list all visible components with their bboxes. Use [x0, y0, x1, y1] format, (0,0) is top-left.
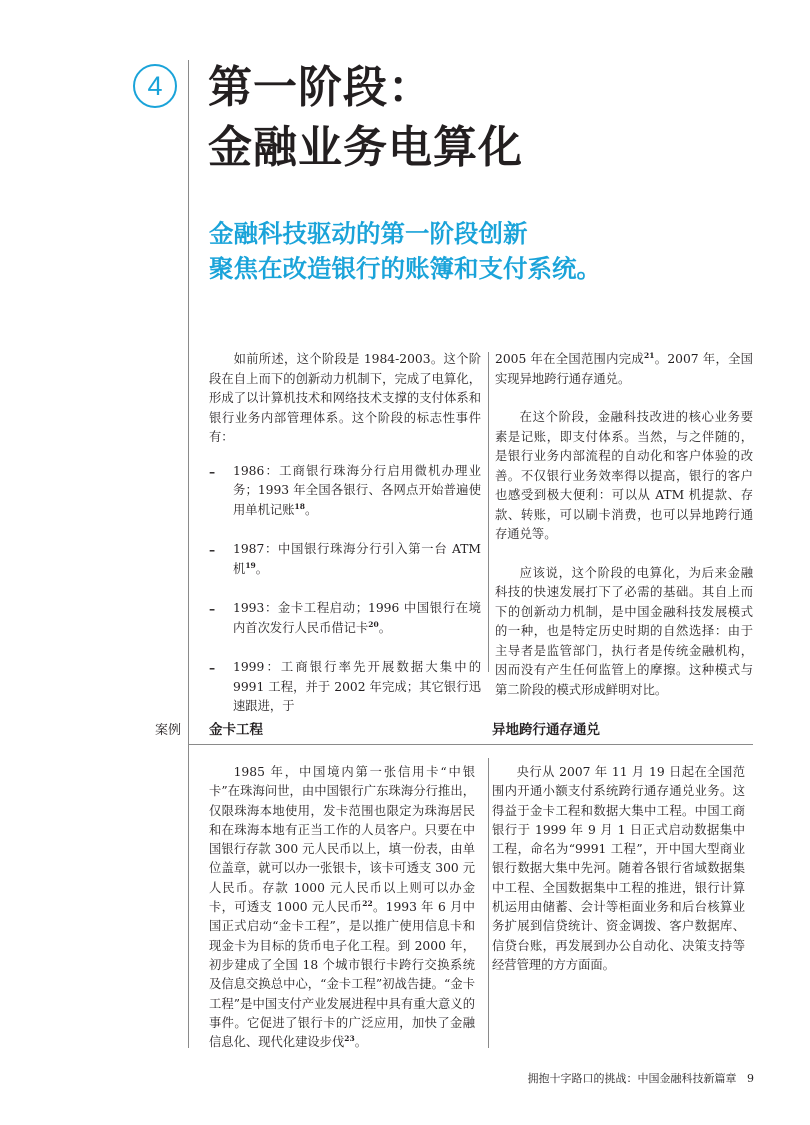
event-text: 1986：工商银行珠海分行启用微机办理业务；1993 年全国各银行、各网点开始普遍使用单机记账 [233, 463, 481, 517]
vertical-rule [188, 60, 189, 1048]
case-title-golden-card: 金卡工程 [209, 722, 263, 738]
subtitle-line-1: 金融科技驱动的第一阶段创新 [209, 219, 528, 248]
bullet-dash: – [209, 601, 216, 616]
page-number: 9 [747, 1072, 754, 1085]
event-list [209, 462, 481, 717]
footnote-ref: 22 [362, 898, 373, 908]
chapter-number: 4 [147, 70, 163, 101]
bullet-dash: – [209, 463, 216, 479]
case-text-part: 。1993 年 6 月中国正式启动“金卡工程”，是以推广使用信息卡和现金卡为目标的货币电子化工程。到 2000 年，初步建成了全国 18 个城市银行卡跨行交换系统及信息交换总中心，“金卡工程”初战告捷。“金卡工程”是中国支付产业发展进程中具有重大意义的事件。它促进了银行卡的广泛应用，加快了金融信息化、现代化建设步伐 [209, 900, 475, 1050]
right-column [495, 350, 753, 700]
case-text-part: 。 [354, 1035, 368, 1050]
page-subtitle [209, 216, 601, 286]
body-paragraph-3: 应该说，这个阶段的电算化，为后来金融科技的快速发展打下了必需的基础。其自上而下的创新动力机制，是中国金融科技发展模式的一种，也是特定历史时期的自然选择：由于主导者是监管部门，执行者是传统金融机构，因而没有产生任何监管上的摩擦。这种模式与第二阶段的模式形成鲜明对比。 [495, 565, 753, 697]
column-divider-upper [488, 352, 489, 672]
case-golden-card-text [209, 763, 475, 1052]
event-end: 。 [304, 502, 318, 517]
chapter-number-badge [133, 64, 177, 108]
intro-paragraph: 如前所述，这个阶段是 1984-2003。这个阶段在自上而下的创新动力机制下，完成了电算化，形成了以计算机技术和网络技术支撑的支付体系和银行业务内部管理体系。这个阶段的标志性事件有： [209, 352, 481, 444]
continued-paragraph [495, 350, 753, 389]
case-label: 案例 [155, 723, 182, 738]
list-item [209, 462, 481, 521]
left-column [209, 350, 481, 737]
continued-text-start: 2005 年在全国范围内完成 [495, 352, 644, 366]
footnote-ref: 18 [294, 501, 305, 511]
case-text-part: 1985 年，中国境内第一张信用卡“中银卡”在珠海问世，由中国银行广东珠海分行推出，仅限珠海本地使用，发卡范围也限定为珠海居民和在珠海本地有正当工作的人员客户。只要在中国银行存款 300 元人民币以上，填一份表，由单位盖章，就可以办一张银卡，该卡可透支 300 元人民币。存款 1000 元人民币以上则可以办金卡，可透支 1000 元人民币 [209, 765, 475, 915]
footnote-ref: 23 [344, 1034, 355, 1044]
case-interbank-paragraph: 央行从 2007 年 11 月 19 日起在全国范围内开通小额支付系统跨行通存通兑业务。这得益于金卡工程和数据大集中工程。中国工商银行于 1999 年 9 月 1 日正式启动数据集中工程，命名为“9991 工程”，开中国大型商业银行数据大集中先河。随着各银行省域数据集中工程、全国数据集中工程的推进，银行计算机运用由储蓄、会计等柜面业务和后台核算业务扩展到信贷统计、资金调拨、客户数据库、信贷台账，再发展到办公自动化、决策支持等经营管理的方方面面。 [492, 765, 745, 972]
list-item [209, 658, 481, 717]
bullet-dash: – [209, 542, 216, 557]
list-item [209, 599, 481, 638]
page-footer [528, 1070, 755, 1086]
case-title-interbank: 异地跨行通存通兑 [492, 722, 600, 738]
event-end: 。 [255, 561, 269, 576]
footnote-ref: 21 [643, 350, 655, 360]
column-divider-lower [488, 758, 489, 1048]
case-divider [188, 744, 753, 745]
event-text: 1999：工商银行率先开展数据大集中的 9991 工程，并于 2002 年完成；其它银行迅速跟进，于 [233, 660, 481, 713]
footnote-ref: 19 [245, 560, 256, 570]
case-interbank-text [492, 763, 745, 975]
footnote-ref: 20 [368, 619, 379, 629]
event-end: 。 [378, 620, 392, 635]
page-title [208, 58, 523, 178]
title-line-1: 第一阶段： [208, 62, 433, 113]
body-paragraph-2: 在这个阶段，金融科技改进的核心业务要素是记账，即支付体系。当然，与之伴随的，是银行业务内部流程的自动化和客户体验的改善。不仅银行业务效率得以提高，银行的客户也感受到极大便利：可以从 ATM 机提款、存款、转账，可以刷卡消费，也可以异地跨行通存通兑等。 [495, 410, 753, 541]
event-text: 1987：中国银行珠海分行引入第一台 ATM 机 [233, 542, 481, 576]
title-line-2: 金融业务电算化 [208, 122, 523, 173]
subtitle-line-2: 聚焦在改造银行的账簿和支付系统。 [209, 254, 601, 283]
bullet-dash: – [209, 660, 216, 675]
case-golden-card-paragraph [209, 763, 475, 1052]
event-text: 1993：金卡工程启动；1996 中国银行在境内首次发行人民币借记卡 [233, 601, 481, 635]
list-item [209, 540, 481, 579]
continued-text-end: 。2007 年，全国实现异地跨行通存通兑。 [495, 352, 753, 386]
footer-title: 拥抱十字路口的挑战：中国金融科技新篇章 [527, 1072, 737, 1085]
